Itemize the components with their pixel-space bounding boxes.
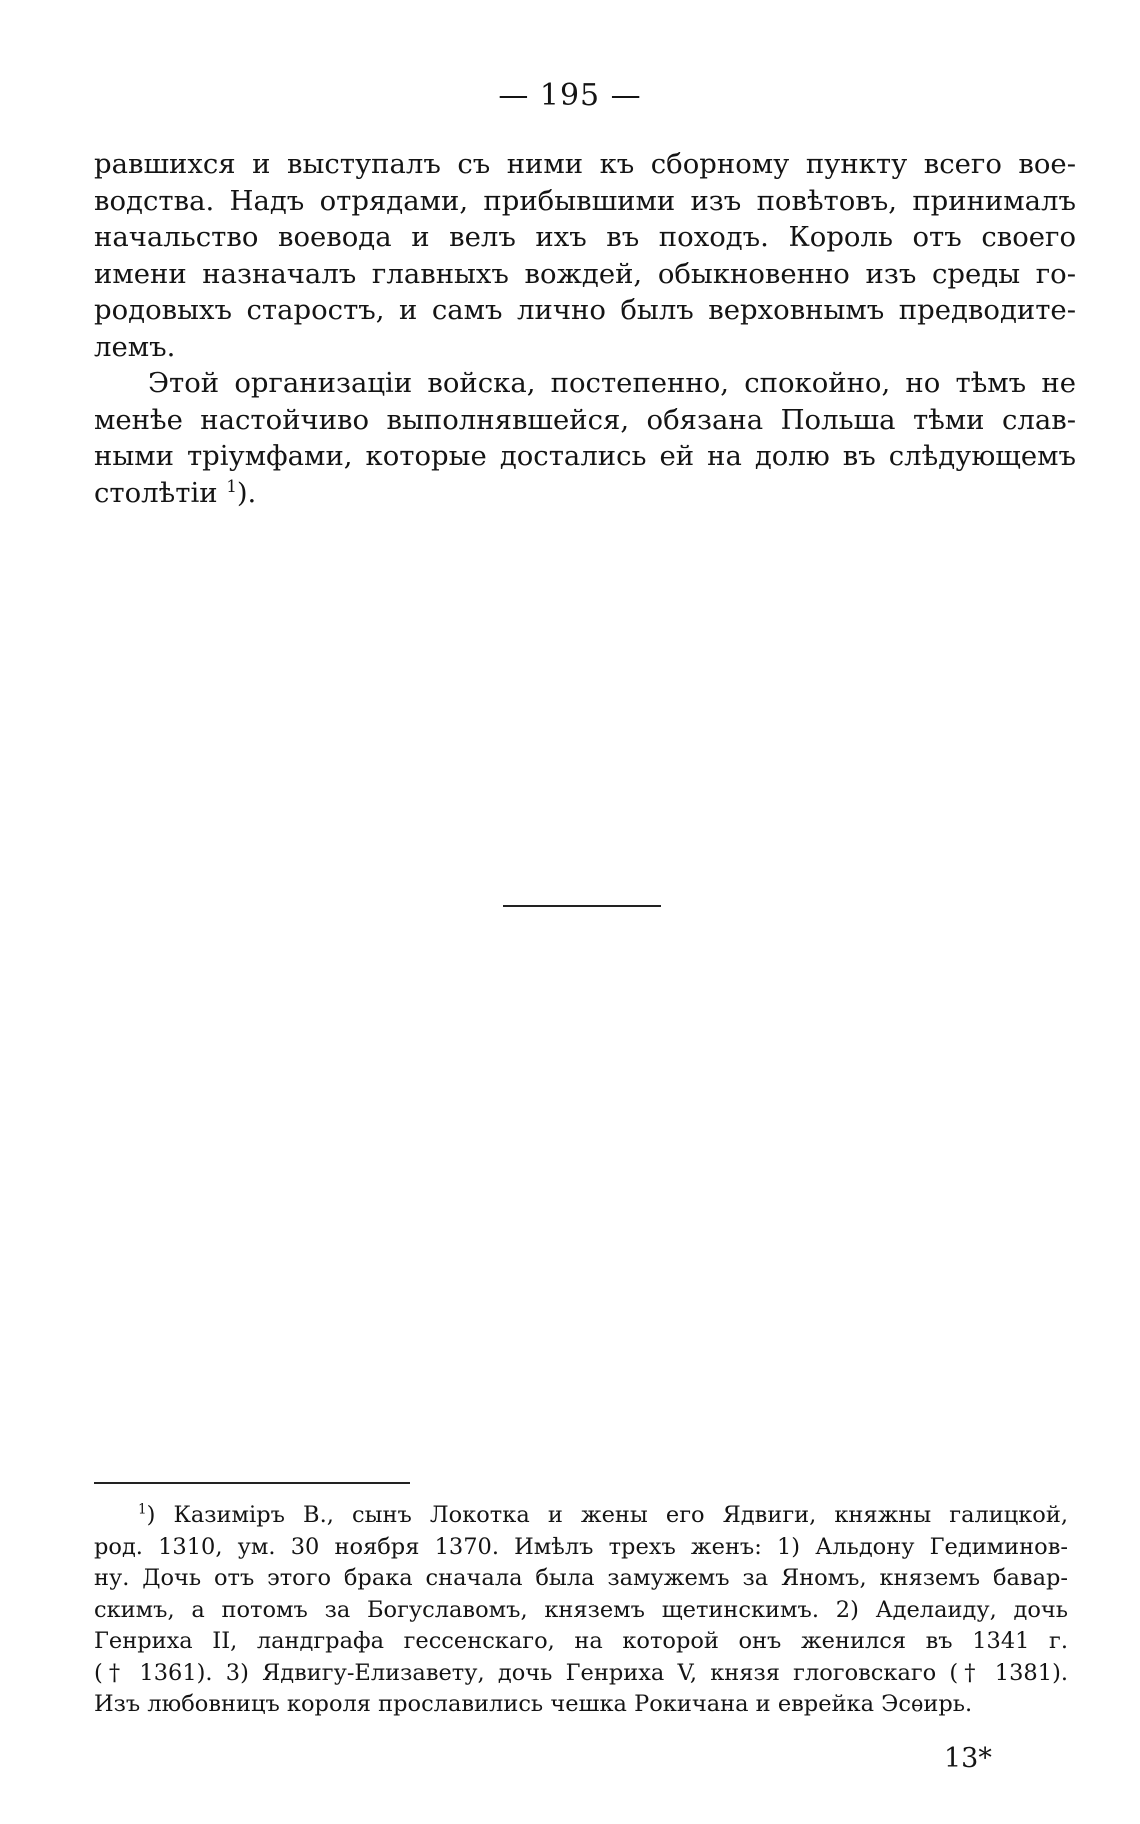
text-line: начальство воевода и велъ ихъ въ походъ. Король отъ своего xyxy=(94,221,1076,253)
footnote-reference[interactable]: 1 xyxy=(226,476,237,496)
footnote-line: род. 1310, ум. 30 ноября 1370. Имѣлъ трехъ женъ: 1) Альдону Гедиминов- xyxy=(94,1533,1068,1560)
footnote-marker: 1 xyxy=(138,1501,147,1518)
text-line: имени назначалъ главныхъ вождей, обыкновенно изъ среды го- xyxy=(94,257,1076,290)
footnote-divider xyxy=(94,1482,410,1484)
text-line: водства. Надъ отрядами, прибывшими изъ повѣтовъ, принималъ xyxy=(94,184,1076,217)
text-line: Этой организаціи войска, постепенно, спокойно, но тѣмъ не xyxy=(148,367,1076,399)
footnote-line xyxy=(94,1500,1068,1532)
text-fragment: ) Казиміръ В., сынъ Локотка и жены его Ядвиги, княжны галицкой, xyxy=(146,1502,1068,1528)
text-fragment: столѣтіи xyxy=(94,476,227,509)
text-line: менѣе настойчиво выполнявшейся, обязана Польша тѣми слав- xyxy=(94,403,1076,436)
signature-mark: 13* xyxy=(944,1743,992,1774)
text-line-with-footnote-ref xyxy=(94,475,1076,512)
text-line: родовыхъ старостъ, и самъ лично былъ верховнымъ предводите- xyxy=(94,294,1076,326)
footnote-line: скимъ, а потомъ за Богуславомъ, княземъ щетинскимъ. 2) Аделаиду, дочь xyxy=(94,1596,1068,1623)
text-fragment: ). xyxy=(236,476,257,509)
footnote-line: Изъ любовницъ короля прославились чешка Рокичана и еврейка Эсѳирь. xyxy=(94,1691,973,1717)
text-line: ными тріумфами, которые достались ей на долю въ слѣдующемъ xyxy=(94,440,1076,472)
page-number: — 195 — xyxy=(498,78,642,113)
text-line: лемъ. xyxy=(94,330,176,363)
text-line: равшихся и выступалъ съ ними къ сборному пункту всего вое- xyxy=(94,148,1076,180)
main-text xyxy=(94,146,1076,511)
footnote xyxy=(94,1500,1068,1721)
footnote-line: ну. Дочь отъ этого брака сначала была замужемъ за Яномъ, княземъ бавар- xyxy=(94,1565,1068,1591)
section-divider xyxy=(503,905,661,907)
footnote-line: († 1361). 3) Ядвигу-Елизавету, дочь Генриха V, князя глоговскаго († 1381). xyxy=(94,1659,1068,1686)
footnote-line: Генриха II, ландграфа гессенскаго, на которой онъ женился въ 1341 г. xyxy=(94,1628,1068,1654)
